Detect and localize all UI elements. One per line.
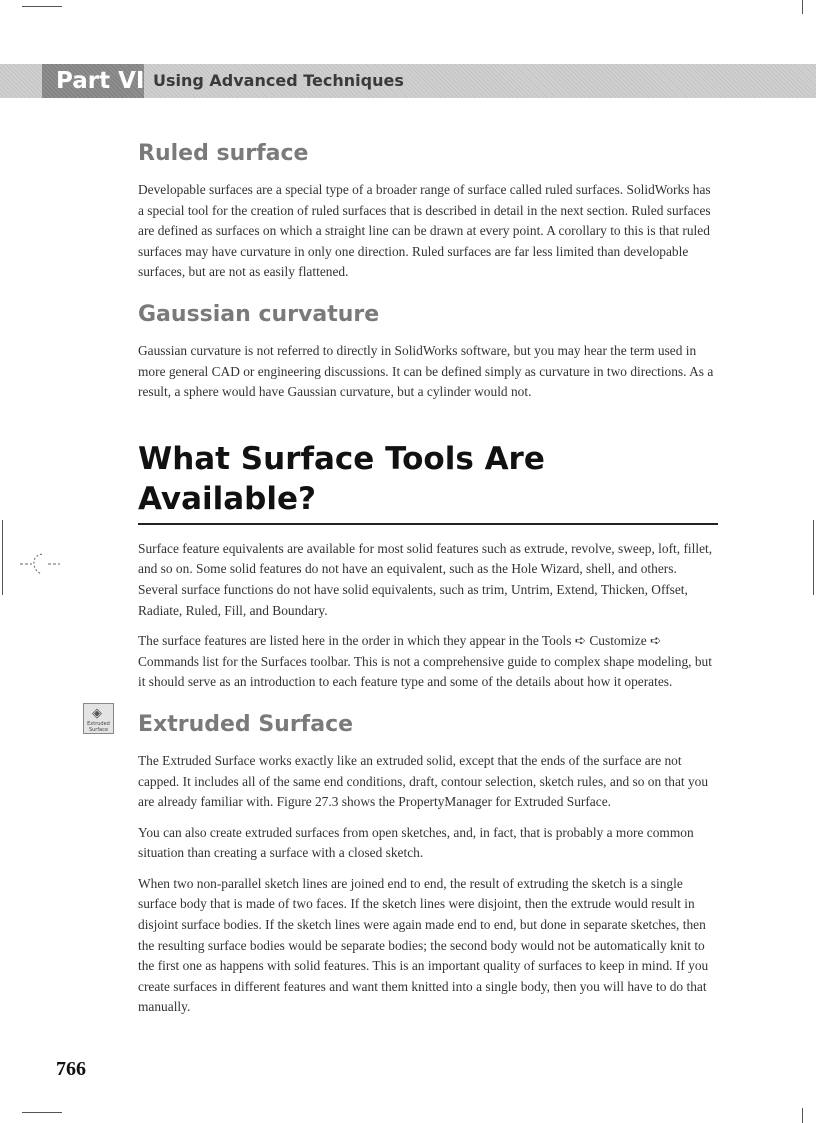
crop-mark-left [2, 520, 3, 595]
crop-mark-right [813, 520, 814, 595]
paragraph-ruled-surface: Developable surfaces are a special type of a broader range of surface called ruled surfaces. SolidWorks has a special tool for the creation of ruled surfaces that is described in detail in the next section. Ruled surfaces are defined as surfaces on which a straight line can be drawn at every point. A corollary to this is that ruled surfaces may have curvature in only one direction. Ruled surfaces are far less limited than developable surfaces, but are not as easily flattened. [138, 182, 711, 280]
part-title: Using Advanced Techniques [153, 71, 404, 90]
extrude-glyph-icon: ◈ [92, 706, 102, 721]
paragraph-extruded-surface-2: You can also create extruded surfaces from open sketches, and, in fact, that is probably a more common situation than creating a surface with a closed sketch. [138, 824, 694, 861]
paragraph-surface-tools-2: The surface features are listed here in the order in which they appear in the Tools ➪ Customize ➪ Commands list for the Surfaces toolbar. This is not a comprehensive guide to complex shape modeling, but it should serve as an introduction to each feature type and some of the details about how it operates. [138, 633, 712, 690]
crop-mark-bottom-right [802, 1108, 803, 1123]
paragraph-extruded-surface-3: When two non-parallel sketch lines are joined end to end, the result of extruding the sketch is a single surface body that is made of two faces. If the sketch lines were disjoint, then the extrude would result in disjoint surface bodies. If the sketch lines were again made end to end, but done in separate sketches, then the resulting surface bodies would be separate bodies; the second body would not be automatically knit to the first one as happens with solid features. This is an important quality of surfaces to keep in mind. If you create surfaces in different features and want them knitted into a single body, then you will have to do that manually. [138, 875, 709, 1015]
heading-gaussian-curvature: Gaussian curvature [138, 301, 380, 327]
extruded-surface-icon [83, 703, 114, 734]
paragraph-gaussian-curvature: Gaussian curvature is not referred to directly in SolidWorks software, but you may hear the term used in more general CAD or engineering discussions. It can be defined simply as curvature in two directions. As a result, a sphere would have Gaussian curvature, but a cylinder would not. [138, 342, 714, 400]
page-content [138, 140, 718, 1018]
note-icon [20, 548, 60, 578]
crop-mark-bottom-left [22, 1112, 62, 1113]
part-label: Part VI [56, 68, 145, 94]
running-header [0, 64, 816, 98]
crop-mark-top-left [22, 6, 62, 7]
page-number: 766 [56, 1058, 86, 1080]
crop-mark-top-right [802, 0, 803, 14]
heading-extruded-surface: Extruded Surface [138, 711, 354, 737]
heading-ruled-surface: Ruled surface [138, 141, 309, 166]
paragraph-surface-tools-1: Surface feature equivalents are available for most solid features such as extrude, revolve, sweep, loft, fillet, and so on. Some solid features do not have an equivalent, such as the Hole Wizard, shell, and others. Several surface functions do not have solid equivalents, such as trim, Untrim, Extend, Thicken, Offset, Radiate, Ruled, Fill, and Boundary. [138, 540, 713, 618]
heading-surface-tools: What Surface Tools Are Available? [138, 439, 718, 525]
extruded-surface-icon-label: Extruded Surface [87, 721, 110, 733]
paragraph-extruded-surface-1: The Extruded Surface works exactly like an extruded solid, except that the ends of the surface are not capped. It includes all of the same end conditions, draft, contour selection, sketch rules, and so on that you are already familiar with. Figure 27.3 shows the PropertyManager for Extruded Surface. [138, 752, 709, 810]
